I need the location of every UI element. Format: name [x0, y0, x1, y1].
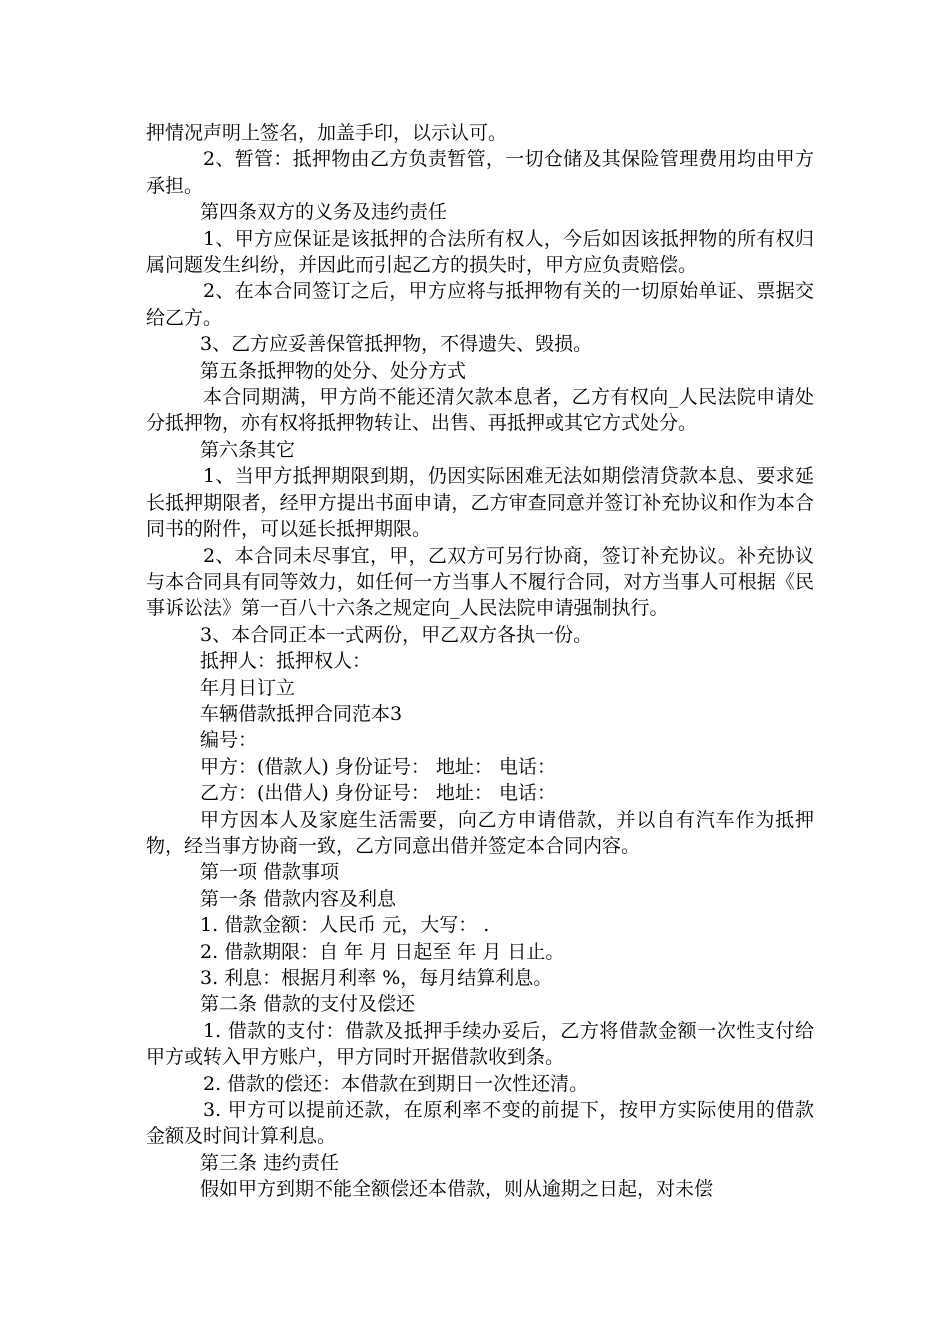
paragraph: 假如甲方到期不能全额偿还本借款，则从逾期之日起，对未偿 — [200, 1178, 714, 1201]
paragraph: 1. 借款的支付：借款及抵押手续办妥后，乙方将借款金额一次性支付给甲方或转入甲方账户，甲方同时开据借款收到条。 — [146, 1019, 814, 1069]
paragraph: 押情况声明上签名，加盖手印，以示认可。 — [146, 122, 508, 144]
section-heading: 第四条双方的义务及违约责任 — [200, 201, 448, 224]
paragraph: 2、暂管：抵押物由乙方负责暂管，一切仓储及其保险管理费用均由甲方承担。 — [146, 148, 814, 197]
paragraph: 2、本合同未尽事宜，甲，乙双方可另行协商，签订补充协议。补充协议与本合同具有同等效力，如任何一方当事人不履行合同，对方当事人可根据《民事诉讼法》第一百八十六条之规定向_人民法院申请强制执行。 — [146, 544, 814, 620]
paragraph: 本合同期满，甲方尚不能还清欠款本息者，乙方有权向_人民法院申请处分抵押物，亦有权将抵押物转让、出售、再抵押或其它方式处分。 — [146, 386, 814, 435]
section-heading: 第一条 借款内容及利息 — [200, 887, 397, 910]
party-a-line: 甲方：(借款人) 身份证号： 地址： 电话： — [200, 755, 556, 778]
paragraph: 1. 借款金额：人民币 元，大写： . — [200, 914, 490, 937]
contract-title: 车辆借款抵押合同范本3 — [200, 702, 403, 725]
paragraph: 2、在本合同签订之后，甲方应将与抵押物有关的一切原始单证、票据交给乙方。 — [146, 280, 814, 329]
paragraph: 2. 借款期限：自 年 月 日起至 年 月 日止。 — [200, 940, 565, 963]
paragraph: 2. 借款的偿还：本借款在到期日一次性还清。 — [203, 1072, 589, 1095]
party-b-line: 乙方：(出借人) 身份证号： 地址： 电话： — [200, 782, 556, 805]
paragraph: 甲方因本人及家庭生活需要，向乙方申请借款，并以自有汽车作为抵押物，经当事方协商一致，乙方同意出借并签定本合同内容。 — [146, 808, 814, 857]
contract-number: 编号： — [200, 729, 258, 752]
section-heading: 第一项 借款事项 — [200, 861, 340, 884]
section-heading: 第三条 违约责任 — [200, 1151, 340, 1174]
section-heading: 第二条 借款的支付及偿还 — [200, 993, 416, 1016]
paragraph: 3、本合同正本一式两份，甲乙双方各执一份。 — [200, 623, 593, 646]
signature-line: 抵押人：抵押权人： — [200, 650, 372, 673]
date-line: 年月日订立 — [200, 676, 296, 699]
document-page — [146, 120, 814, 1203]
paragraph: 1、甲方应保证是该抵押的合法所有权人，今后如因该抵押物的所有权归属问题发生纠纷，并因此而引起乙方的损失时，甲方应负责赔偿。 — [146, 227, 814, 277]
paragraph: 3、乙方应妥善保管抵押物，不得遗失、毁损。 — [200, 333, 593, 356]
paragraph: 3. 利息：根据月利率 %，每月结算利息。 — [200, 967, 553, 989]
section-heading: 第六条其它 — [200, 438, 296, 461]
paragraph: 1、当甲方抵押期限到期，仍因实际困难无法如期偿清贷款本息、要求延长抵押期限者，经甲方提出书面申请，乙方审查同意并签订补充协议和作为本合同书的附件，可以延长抵押期限。 — [146, 465, 814, 541]
section-heading: 第五条抵押物的处分、处分方式 — [200, 359, 467, 382]
paragraph: 3. 甲方可以提前还款，在原利率不变的前提下，按甲方实际使用的借款金额及时间计算利息。 — [146, 1099, 814, 1148]
